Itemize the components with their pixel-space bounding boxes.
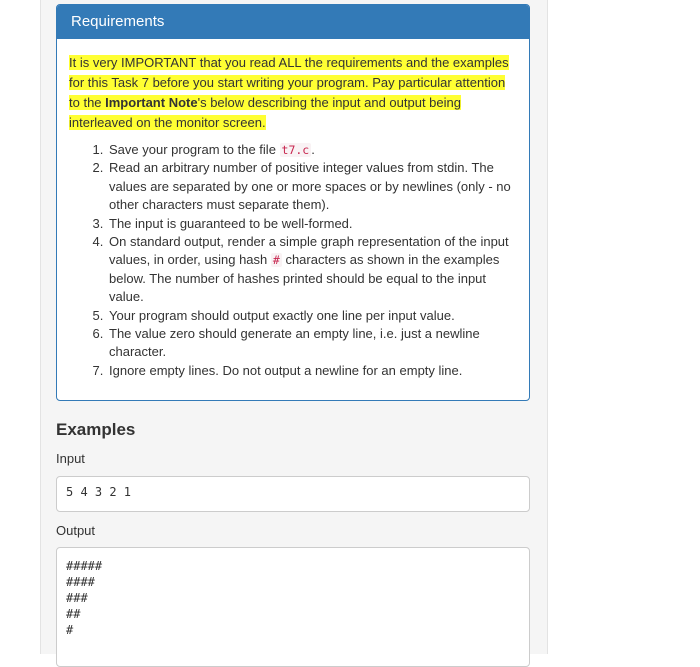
inline-code: # (272, 253, 280, 268)
input-value: 5 4 3 2 1 (66, 485, 132, 499)
requirement-text: On standard output, render a simple graph representation of the input values, in order, using hash (109, 234, 509, 268)
requirement-text: Read an arbitrary number of positive integer values from stdin. The values are separated by one or more spaces or by newlines (only - no other characters must separate them). (109, 160, 511, 213)
requirement-text: Ignore empty lines. Do not output a newline for an empty line. (109, 362, 463, 378)
examples-title: Examples (56, 420, 136, 439)
requirement-item (107, 233, 517, 307)
output-line: # (66, 623, 74, 637)
requirement-text: Your program should output exactly one line per input value. (109, 307, 455, 323)
inline-code: t7.c (281, 143, 310, 157)
output-line: ### (66, 591, 88, 605)
output-line: #### (66, 575, 95, 589)
requirements-list (69, 141, 517, 380)
requirement-text: characters as shown in the examples below. The number of hashes printed should be equal to the input value. (109, 252, 500, 305)
requirement-text: Save your program to the file (109, 142, 280, 157)
panel-body (57, 39, 529, 400)
requirements-panel (56, 4, 530, 401)
notice-text-1: It is very IMPORTANT that you read ALL the requirements and the examples for this Task 7 before you start writing your program. Pay particular attention to the (69, 55, 509, 110)
output-label: Output (56, 523, 96, 538)
requirement-item (107, 159, 517, 214)
input-label: Input (56, 451, 85, 466)
requirement-item (107, 362, 517, 380)
requirement-item (107, 307, 517, 325)
input-box (56, 476, 530, 512)
requirement-text: The input is guaranteed to be well-formed. (109, 215, 353, 231)
important-notice (69, 53, 517, 133)
requirement-item (107, 325, 517, 362)
requirement-item (107, 215, 517, 233)
requirement-text: . (311, 142, 315, 157)
output-box (56, 547, 530, 667)
output-line: ## (66, 607, 81, 621)
requirement-text: The value zero should generate an empty line, i.e. just a newline character. (109, 326, 480, 360)
notice-bold: Important Note (105, 95, 198, 110)
output-line: ##### (66, 559, 103, 573)
requirement-item (107, 141, 517, 159)
panel-title: Requirements (57, 5, 529, 39)
notice-text-2: 's below describing the input and output being interleaved on the monitor screen. (69, 95, 461, 130)
